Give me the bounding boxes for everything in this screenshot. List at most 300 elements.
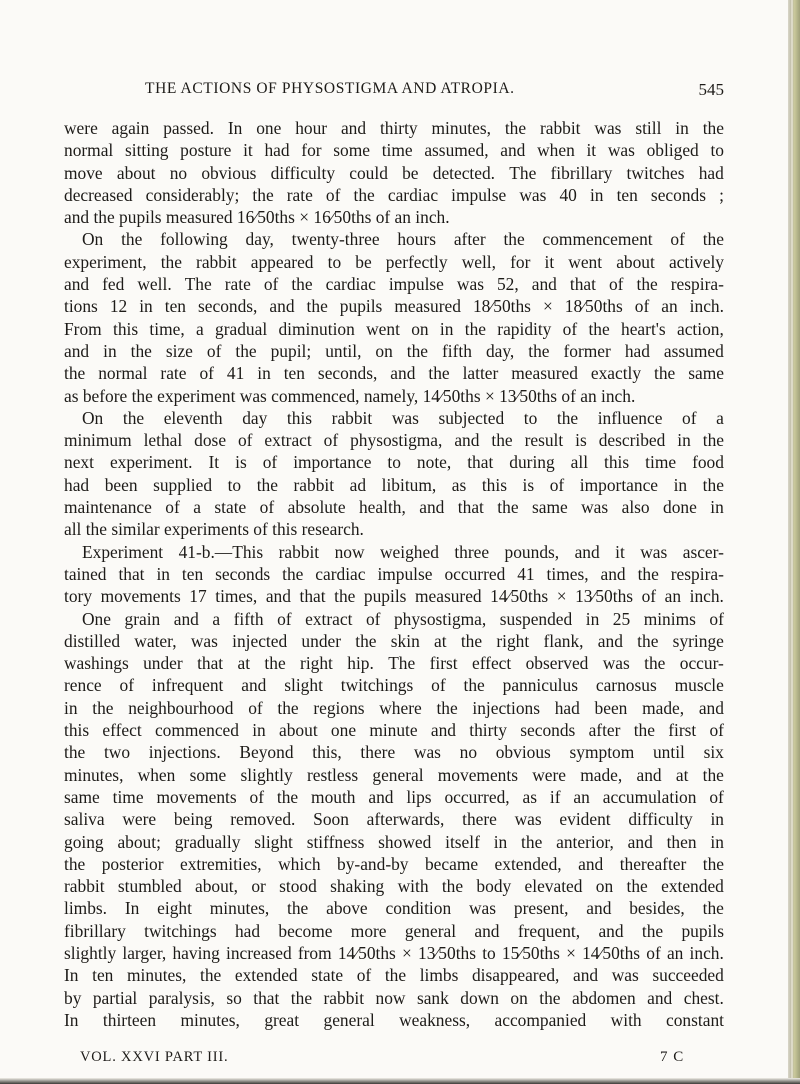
word: as xyxy=(451,474,467,495)
word: influence xyxy=(597,407,663,428)
word: the xyxy=(460,630,483,651)
binding-edge xyxy=(788,0,800,1084)
word: and xyxy=(173,608,199,629)
word: in xyxy=(439,318,454,339)
word: was xyxy=(413,742,441,763)
word: the xyxy=(702,430,724,451)
word: and xyxy=(340,118,367,138)
word: thirteen xyxy=(102,1009,157,1030)
word: 52, xyxy=(496,274,519,295)
word: was xyxy=(514,809,542,830)
word: minims xyxy=(643,608,696,629)
word: injected xyxy=(232,630,288,651)
word: infrequent xyxy=(151,675,224,696)
word: in xyxy=(493,831,508,852)
word: 15⁄50ths xyxy=(501,942,560,963)
word: still xyxy=(635,118,662,138)
word: for xyxy=(510,251,531,272)
word: the xyxy=(287,898,309,919)
word: regions xyxy=(313,697,365,718)
word: hour xyxy=(295,118,328,138)
word: an xyxy=(666,942,684,963)
word: the xyxy=(121,229,143,250)
word: an xyxy=(573,786,590,807)
word: of xyxy=(325,184,341,205)
word: one xyxy=(256,118,282,138)
word: flank, xyxy=(543,630,584,651)
word: fed xyxy=(102,274,125,295)
word: minutes, xyxy=(431,118,491,138)
word: limbs. xyxy=(64,898,108,919)
word: one xyxy=(330,720,357,741)
word: the xyxy=(256,474,278,495)
word: the xyxy=(463,675,485,696)
word: water, xyxy=(134,630,177,651)
word: that xyxy=(569,274,596,295)
text-line xyxy=(64,652,724,674)
word: larger, xyxy=(122,942,167,963)
word: 14⁄50ths xyxy=(337,942,396,963)
word: be xyxy=(355,251,372,272)
word: pounds, xyxy=(504,541,560,562)
word: posterior xyxy=(101,853,164,874)
word: grain xyxy=(124,608,161,629)
word: and xyxy=(586,898,612,919)
word: times, xyxy=(215,586,258,607)
word: paralysis, xyxy=(148,987,215,1008)
word: importance xyxy=(579,474,659,495)
word: afterwards, xyxy=(366,809,445,830)
word: Experiment xyxy=(82,541,164,562)
text-line xyxy=(64,719,724,741)
word: note, xyxy=(416,452,452,473)
word: the xyxy=(334,586,356,607)
word: time xyxy=(381,140,413,161)
word: impulse xyxy=(451,184,507,205)
word: obvious xyxy=(495,742,551,763)
word: in xyxy=(710,831,724,852)
word: an xyxy=(661,296,678,317)
word: rate xyxy=(160,363,187,384)
word: 41 xyxy=(517,563,535,584)
word: the xyxy=(282,563,304,584)
word: been xyxy=(104,474,138,495)
word: about xyxy=(616,251,655,272)
word: of xyxy=(646,942,661,963)
word: itself xyxy=(445,831,480,852)
word: when xyxy=(137,764,176,785)
word: under xyxy=(301,630,342,651)
text-line xyxy=(64,541,724,563)
word: and xyxy=(600,563,626,584)
text-line xyxy=(64,897,724,919)
word: rabbit xyxy=(196,251,237,272)
text-line xyxy=(64,362,724,384)
word: was xyxy=(456,274,484,295)
word: seconds xyxy=(215,563,271,584)
text-line xyxy=(64,764,724,786)
word: of xyxy=(549,474,565,495)
word: stood xyxy=(279,876,317,897)
word: 12 xyxy=(109,296,128,317)
word: the xyxy=(428,363,450,384)
word: posture xyxy=(180,140,232,161)
word: rabbit xyxy=(539,118,581,138)
text-line xyxy=(64,786,724,808)
word: rate xyxy=(224,274,251,295)
word: stiffness xyxy=(306,831,365,852)
text-line xyxy=(64,340,724,362)
word: movements xyxy=(437,764,518,785)
word: limbs xyxy=(419,965,459,986)
word: also xyxy=(621,497,650,518)
word: day, xyxy=(245,229,274,250)
word: the xyxy=(441,876,464,897)
word: normal xyxy=(64,140,114,161)
word: physostigma, xyxy=(393,608,487,629)
word: of xyxy=(709,720,724,741)
word: the xyxy=(702,853,724,874)
word: syringe xyxy=(672,630,724,651)
word: following xyxy=(160,229,228,250)
word: was xyxy=(640,541,668,562)
word: neighbourhood xyxy=(128,697,234,718)
word: of xyxy=(277,608,292,629)
word: appeared xyxy=(250,251,314,272)
word: had xyxy=(624,340,650,361)
word: well, xyxy=(461,251,496,272)
word: it xyxy=(615,541,625,562)
word: going xyxy=(64,831,104,852)
word: accumulation xyxy=(602,786,697,807)
text-line: all the similar experiments of this research. xyxy=(64,519,364,540)
word: pupils xyxy=(363,586,407,607)
word: In xyxy=(124,898,140,919)
word: on xyxy=(375,340,393,361)
word: 40 xyxy=(559,184,577,205)
word: the xyxy=(290,987,313,1008)
word: saliva xyxy=(64,809,105,830)
word: in xyxy=(257,363,271,384)
word: minute xyxy=(369,720,418,741)
word: rabbit xyxy=(293,474,335,495)
word: of xyxy=(709,608,724,629)
word: fifth xyxy=(442,340,472,361)
word: the xyxy=(503,229,525,250)
running-head: THE ACTIONS OF PHYSOSTIGMA AND ATROPIA. xyxy=(145,80,515,97)
word: commenced xyxy=(154,720,239,741)
text-line xyxy=(64,429,724,451)
word: movements xyxy=(156,786,237,807)
word: of xyxy=(709,786,724,807)
word: considerably; xyxy=(145,184,240,205)
word: In xyxy=(64,1009,79,1030)
word: the xyxy=(277,697,299,718)
word: was xyxy=(391,407,419,428)
word: slight xyxy=(284,675,323,696)
word: food xyxy=(692,452,724,473)
word: of xyxy=(356,965,372,986)
word: and xyxy=(574,541,600,562)
word: the xyxy=(636,274,658,295)
word: panniculus xyxy=(502,675,578,696)
word: physostigma, xyxy=(350,430,443,451)
word: a xyxy=(195,318,204,339)
word: is xyxy=(235,452,247,473)
word: succeeded xyxy=(652,965,724,986)
word: From xyxy=(64,318,102,339)
word: it xyxy=(544,251,555,272)
word: carnosus xyxy=(595,675,657,696)
word: during xyxy=(509,452,555,473)
word: had xyxy=(64,474,90,495)
word: in xyxy=(710,809,724,830)
word: no xyxy=(169,162,188,183)
word: heart's xyxy=(621,318,666,339)
word: washings xyxy=(64,653,129,674)
word: disappeared, xyxy=(471,965,560,986)
word: evident xyxy=(559,809,611,830)
word: and xyxy=(578,853,604,874)
word: on xyxy=(595,876,614,897)
word: above xyxy=(326,898,368,919)
word: and xyxy=(454,430,480,451)
word: to xyxy=(523,407,538,428)
word: ten xyxy=(181,563,204,584)
word: or xyxy=(251,876,266,897)
word: a xyxy=(212,608,221,629)
word: to xyxy=(387,452,401,473)
word: effect xyxy=(102,720,142,741)
word: the xyxy=(633,720,655,741)
word: the xyxy=(521,831,543,852)
text-line xyxy=(64,273,724,295)
word: of xyxy=(199,363,214,384)
word: this xyxy=(112,318,139,339)
word: slightly xyxy=(64,942,117,963)
word: the xyxy=(64,742,86,763)
word: impulse xyxy=(388,274,444,295)
word: had xyxy=(698,162,724,183)
word: in xyxy=(589,184,604,205)
word: the xyxy=(306,296,328,317)
word: the xyxy=(702,764,724,785)
word: were xyxy=(122,809,157,830)
word: down xyxy=(460,987,499,1008)
word: that xyxy=(118,563,145,584)
word: hours xyxy=(397,229,437,250)
word: times, xyxy=(546,563,589,584)
word: of xyxy=(608,274,624,295)
word: be xyxy=(402,162,419,183)
word: of xyxy=(562,318,578,339)
word: latter xyxy=(462,363,499,384)
word: × xyxy=(566,942,576,963)
text-line xyxy=(64,1009,724,1031)
word: libitum, xyxy=(381,474,437,495)
text-line xyxy=(64,585,724,607)
word: On xyxy=(82,229,104,250)
word: state xyxy=(311,965,344,986)
volume-signature: VOL. XXVI PART III. xyxy=(80,1049,229,1065)
word: under xyxy=(143,653,183,674)
page-number: 545 xyxy=(698,80,724,99)
word: health, xyxy=(358,497,406,518)
word: all xyxy=(570,452,589,473)
word: the xyxy=(644,653,666,674)
word: increased xyxy=(225,942,292,963)
word: abdomen xyxy=(571,987,636,1008)
word: 41-b.—This xyxy=(178,541,264,562)
word: body xyxy=(476,876,512,897)
text-line xyxy=(64,987,724,1009)
word: seconds, xyxy=(317,363,378,384)
word: the xyxy=(528,340,550,361)
word: on xyxy=(510,987,528,1008)
word: same xyxy=(64,786,100,807)
word: impulse xyxy=(377,563,433,584)
word: some xyxy=(189,764,227,785)
word: twenty-three xyxy=(291,229,380,250)
word: extended xyxy=(234,965,298,986)
word: rabbit xyxy=(331,407,373,428)
word: was xyxy=(519,184,547,205)
word: that xyxy=(467,452,494,473)
word: next xyxy=(64,452,94,473)
word: cardiac xyxy=(315,563,366,584)
word: weakness, xyxy=(399,1009,471,1030)
word: the xyxy=(355,630,377,651)
word: an xyxy=(664,586,682,607)
word: of xyxy=(119,675,135,696)
word: to xyxy=(482,942,496,963)
word: day xyxy=(242,407,268,428)
text-line xyxy=(64,184,724,206)
word: twitches xyxy=(626,162,685,183)
word: there xyxy=(462,809,497,830)
word: diminution xyxy=(278,318,355,339)
word: The xyxy=(388,653,416,674)
word: partial xyxy=(92,987,138,1008)
word: now xyxy=(334,541,365,562)
word: the xyxy=(702,229,724,250)
word: × xyxy=(542,296,553,317)
word: assumed, xyxy=(424,140,489,161)
word: minimum xyxy=(64,430,132,451)
word: result xyxy=(524,430,564,451)
word: it xyxy=(243,140,253,161)
word: the xyxy=(235,340,257,361)
word: tions xyxy=(64,296,98,317)
word: was xyxy=(581,497,609,518)
word: time xyxy=(645,452,677,473)
word: observed xyxy=(525,653,589,674)
word: and xyxy=(390,363,416,384)
word: was xyxy=(469,898,497,919)
word: general xyxy=(404,920,457,941)
word: and xyxy=(269,296,295,317)
word: action, xyxy=(676,318,724,339)
word: and xyxy=(698,697,724,718)
word: right xyxy=(300,653,333,674)
word: normal xyxy=(98,363,148,384)
word: fibrillary xyxy=(64,920,126,941)
word: and xyxy=(419,497,445,518)
word: frequent, xyxy=(517,920,581,941)
word: respira- xyxy=(670,563,724,584)
word: minutes, xyxy=(64,764,124,785)
word: there xyxy=(360,742,396,763)
word: that xyxy=(253,987,280,1008)
text-line xyxy=(64,563,724,585)
word: about; xyxy=(117,831,161,852)
text-line xyxy=(64,942,724,964)
text-line xyxy=(64,853,724,875)
word: same xyxy=(531,497,568,518)
word: the xyxy=(588,318,610,339)
word: occurred xyxy=(444,563,506,584)
word: movements xyxy=(100,586,181,607)
word: passed. xyxy=(163,118,214,138)
word: occurred, xyxy=(444,786,510,807)
word: elevated xyxy=(524,876,583,897)
word: become xyxy=(278,920,333,941)
word: measured xyxy=(394,296,461,317)
word: importance xyxy=(293,452,372,473)
word: to xyxy=(227,474,242,495)
word: the xyxy=(702,474,724,495)
word: decreased xyxy=(64,184,133,205)
word: ten xyxy=(164,296,186,317)
word: went xyxy=(568,251,603,272)
word: same xyxy=(688,363,724,384)
text-line xyxy=(64,741,724,763)
text-line xyxy=(64,630,724,652)
word: that xyxy=(299,586,326,607)
word: a xyxy=(193,497,201,518)
word: extremities, xyxy=(179,853,262,874)
word: in xyxy=(103,340,117,361)
word: inch. xyxy=(689,296,724,317)
text-line xyxy=(64,608,724,630)
word: chest. xyxy=(683,987,724,1008)
text-line xyxy=(64,251,724,273)
word: obliged xyxy=(646,140,699,161)
word: for xyxy=(301,140,322,161)
word: this xyxy=(604,452,630,473)
word: actively xyxy=(668,251,724,272)
word: became xyxy=(424,853,479,874)
word: assumed xyxy=(663,340,724,361)
word: some xyxy=(333,140,370,161)
text-line xyxy=(64,496,724,518)
word: gradual xyxy=(215,318,268,339)
word: injections. xyxy=(148,742,221,763)
word: the xyxy=(504,118,527,138)
word: the xyxy=(464,318,486,339)
word: and xyxy=(597,630,623,651)
word: the xyxy=(637,563,659,584)
word: sank xyxy=(416,987,449,1008)
word: seconds, xyxy=(198,296,258,317)
text-line xyxy=(64,295,724,317)
word: hip. xyxy=(347,653,374,674)
word: the xyxy=(130,340,152,361)
word: and xyxy=(265,586,291,607)
word: tained xyxy=(64,563,107,584)
word: In xyxy=(227,118,243,138)
text-line: and the pupils measured 16⁄50ths × 16⁄50ths of an inch. xyxy=(64,207,450,228)
